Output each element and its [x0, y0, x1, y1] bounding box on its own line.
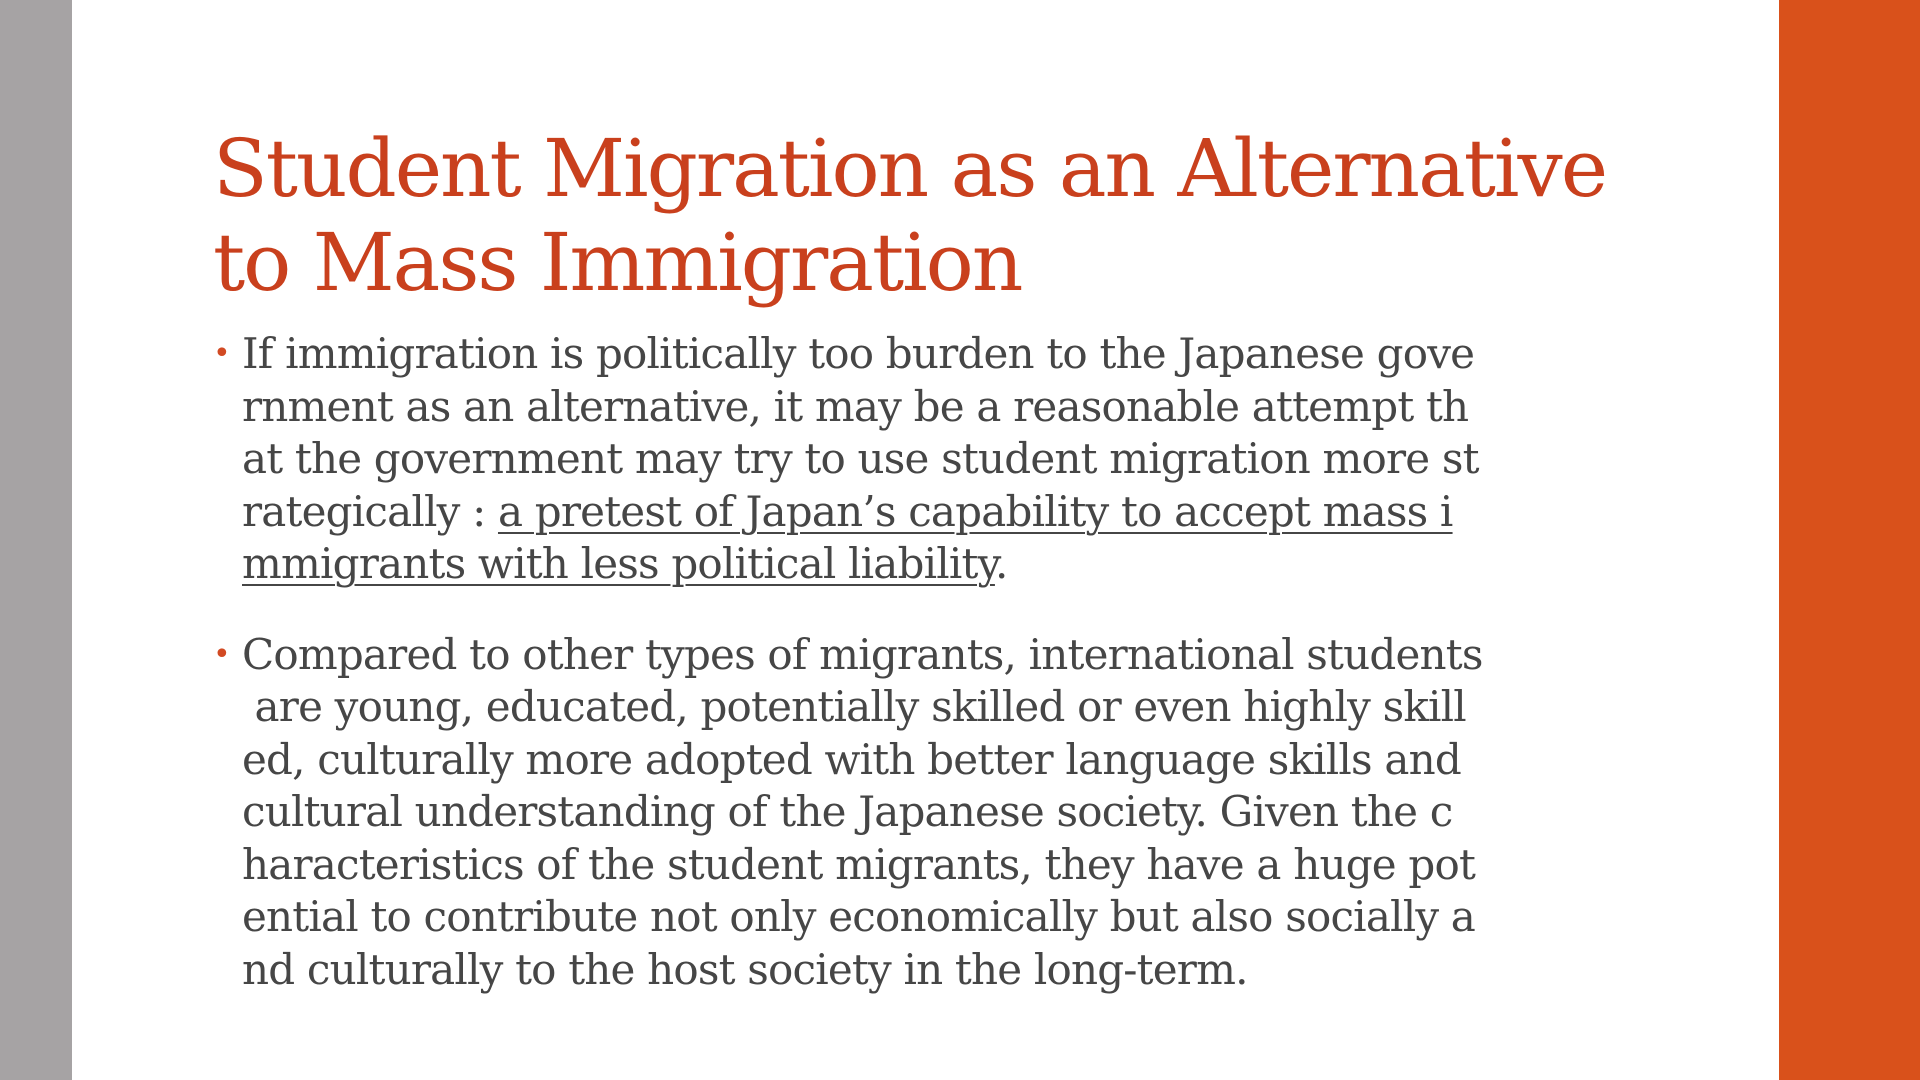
- bullet-2-line-3: ed, culturally more adopted with better language skills and: [242, 734, 1461, 784]
- bullet-2-line-7: nd culturally to the host society in the long-term.: [242, 944, 1248, 994]
- bullet-2-line-5: haracteristics of the student migrants, they have a huge pot: [242, 839, 1476, 889]
- right-accent-bar: [1779, 0, 1920, 1080]
- bullet-2-line-4: cultural understanding of the Japanese society. Given the c: [242, 787, 1453, 836]
- bullet-1-line-4-underlined: a pretest of Japan’s capability to accept mass i: [497, 486, 1453, 536]
- bullet-1-line-5: [242, 538, 1593, 591]
- bullet-2-line-1: Compared to other types of migrants, international students: [242, 629, 1483, 679]
- bullet-item-2: [213, 629, 1593, 997]
- bullet-2-line-2: are young, educated, potentially skilled or even highly skill: [242, 682, 1466, 731]
- bullet-1-line-4-plain: rategically :: [242, 486, 498, 536]
- left-accent-bar: [0, 0, 72, 1080]
- bullet-icon: •: [213, 336, 230, 371]
- bullet-1-line-1: If immigration is politically too burden to the Japanese gove: [242, 329, 1475, 378]
- bullet-icon: •: [213, 636, 230, 672]
- bullet-1-line-2: rnment as an alternative, it may be a reasonable attempt th: [242, 381, 1469, 431]
- slide-title: Student Migration as an Alternative to Mass Immigration: [213, 122, 1607, 309]
- bullet-1-line-3: at the government may try to use student migration more st: [242, 434, 1479, 483]
- bullet-item-1: [213, 328, 1593, 591]
- bullet-1-line-4: [242, 486, 1593, 539]
- bullet-1-line-5-underlined: mmigrants with less political liability: [242, 539, 995, 588]
- bullet-list: [213, 328, 1593, 996]
- bullet-1-line-5-end: .: [994, 539, 1008, 588]
- bullet-2-line-6: ential to contribute not only economically but also socially a: [242, 892, 1476, 941]
